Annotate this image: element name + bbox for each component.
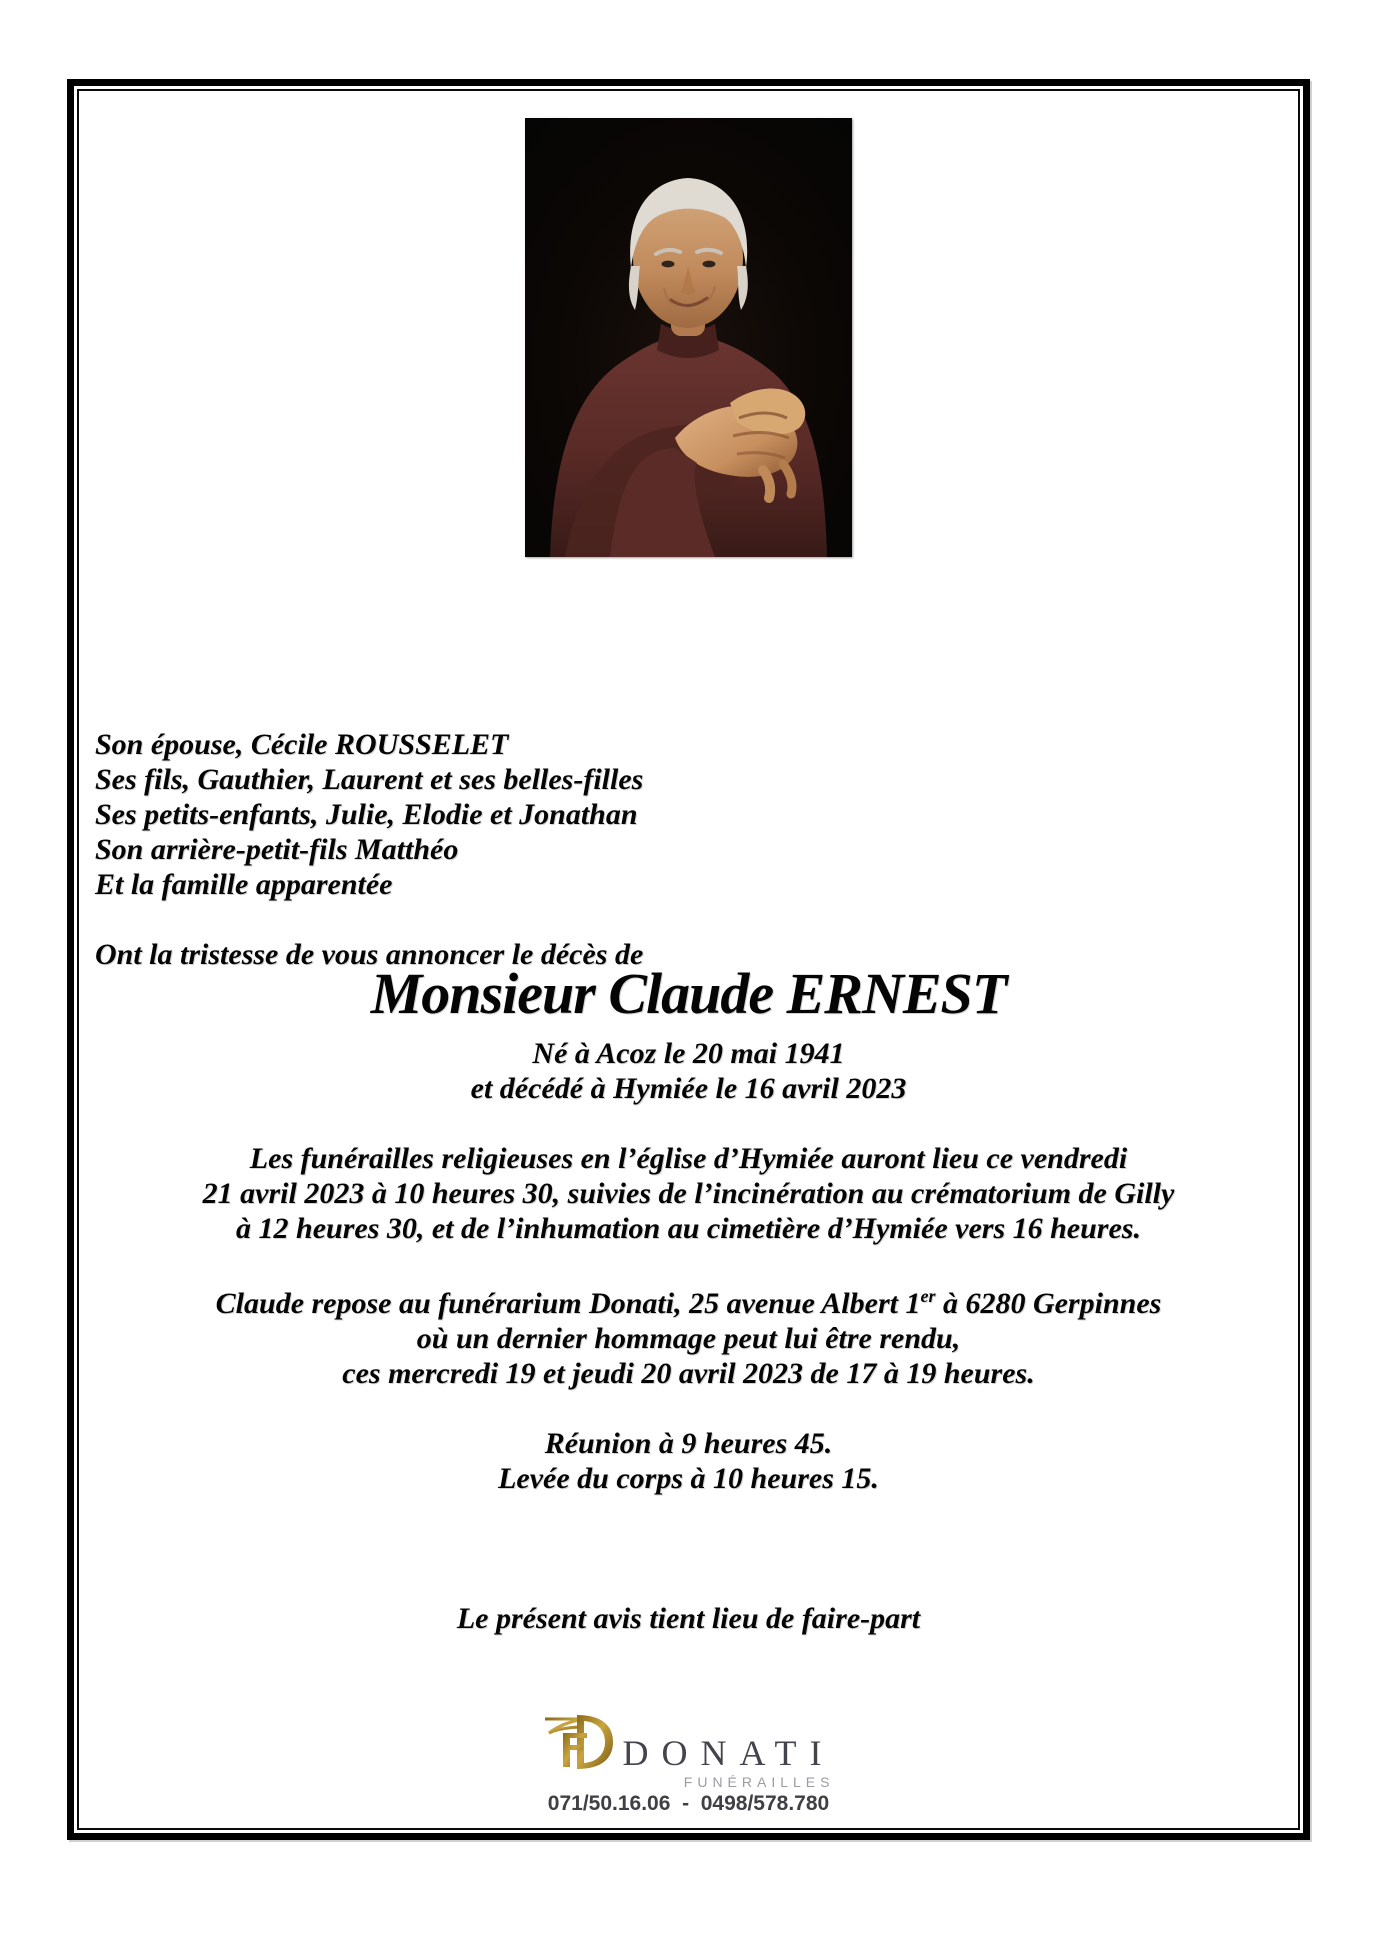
meeting-block: [79, 1426, 1298, 1496]
funeral-line: Les funérailles religieuses en l’église d’Hymiée auront lieu ce vendredi: [249, 1142, 1128, 1175]
repose-line: où un dernier hommage peut lui être rendu,: [416, 1322, 961, 1355]
death-line: et décédé à Hymiée le 16 avril 2023: [470, 1072, 907, 1105]
family-line: Ses fils, Gauthier, Laurent et ses belles-filles: [95, 763, 644, 796]
logo-row: [543, 1711, 835, 1816]
funeral-line: à 12 heures 30, et de l’inhumation au cimetière d’Hymiée vers 16 heures.: [236, 1212, 1141, 1245]
phone-numbers: 071/50.16.06 - 0498/578.780: [547, 1792, 830, 1815]
ordinal-superscript: er: [920, 1286, 936, 1306]
notice-line: Le présent avis tient lieu de faire-part: [456, 1602, 921, 1635]
portrait-photo: [525, 118, 852, 557]
family-line: Et la famille apparentée: [95, 868, 393, 901]
funeral-details-block: [79, 1141, 1298, 1246]
outer-border-frame: [67, 79, 1310, 1840]
deceased-name: Monsieur Claude ERNEST: [370, 961, 1007, 1026]
announcement-line: Ont la tristesse de vous annoncer le décès de: [95, 938, 644, 971]
logo-subtitle: FUNÉRAILLES: [683, 1774, 835, 1790]
spacer: [95, 902, 1195, 937]
portrait-illustration: [525, 118, 852, 557]
funeral-home-logo: [79, 1711, 1298, 1816]
donati-monogram-icon: [543, 1711, 617, 1773]
logo-main-line: [543, 1711, 835, 1773]
inner-border-frame: [77, 89, 1300, 1830]
family-line: Ses petits-enfants, Julie, Elodie et Jonathan: [95, 798, 638, 831]
repose-address-end: à 6280 Gerpinnes: [935, 1287, 1162, 1320]
funeral-line: 21 avril 2023 à 10 heures 30, suivies de l’incinération au crématorium de Gilly: [202, 1177, 1175, 1210]
family-line: Son épouse, Cécile ROUSSELET: [95, 728, 509, 761]
meeting-line: Réunion à 9 heures 45.: [544, 1427, 833, 1460]
repose-address: Claude repose au funérarium Donati, 25 avenue Albert 1: [215, 1287, 921, 1320]
repose-line: ces mercredi 19 et jeudi 20 avril 2023 de 17 à 19 heures.: [342, 1357, 1035, 1390]
birth-death-block: [79, 1036, 1298, 1106]
logo-name: DONATI: [622, 1733, 835, 1773]
birth-line: Né à Acoz le 20 mai 1941: [532, 1037, 845, 1070]
family-announcement-block: [95, 727, 1195, 972]
levee-line: Levée du corps à 10 heures 15.: [498, 1462, 879, 1495]
family-line: Son arrière-petit-fils Matthéo: [95, 833, 459, 866]
repose-details-block: [79, 1286, 1298, 1391]
repose-line: [79, 1286, 1298, 1321]
